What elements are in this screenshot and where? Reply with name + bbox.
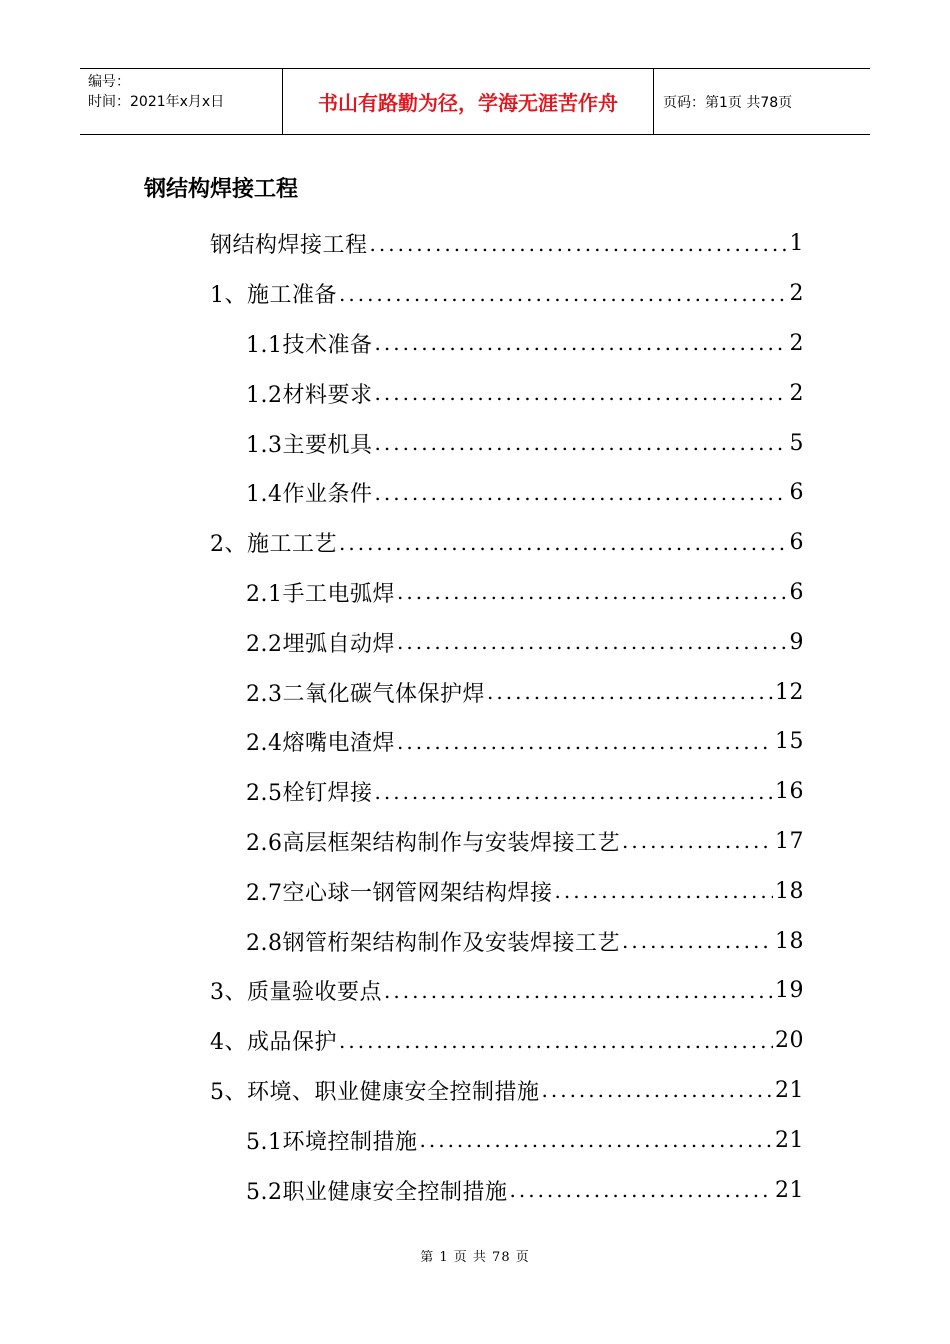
toc-leader-dots	[375, 481, 788, 505]
toc-leader-dots	[339, 282, 788, 306]
toc-leader-dots	[384, 979, 773, 1003]
toc-entry[interactable]	[0, 518, 950, 568]
toc-leader-dots	[622, 929, 773, 953]
toc-entry[interactable]	[0, 817, 950, 867]
toc-entry-label: 1.1技术准备	[246, 332, 373, 358]
toc-entry[interactable]	[0, 219, 950, 269]
toc-leader-dots	[397, 630, 788, 654]
toc-entry[interactable]	[0, 767, 950, 817]
toc-entry-label: 2.4熔嘴电渣焊	[246, 731, 395, 757]
toc-entry-label: 4、成品保护	[210, 1030, 337, 1056]
toc-entry-page: 16	[775, 779, 804, 805]
toc-entry-page: 20	[775, 1028, 804, 1054]
toc-leader-dots	[622, 829, 773, 853]
page-footer: 第 1 页 共 78 页	[420, 1250, 530, 1265]
toc-entry-page: 19	[775, 978, 804, 1004]
toc-leader-dots	[420, 1128, 774, 1152]
toc-entry[interactable]	[0, 418, 950, 468]
toc-entry-label: 1.4作业条件	[246, 482, 373, 508]
toc-entry[interactable]	[0, 966, 950, 1016]
toc-entry-page: 6	[789, 579, 804, 605]
page-header	[80, 68, 870, 135]
toc-entry[interactable]	[0, 617, 950, 667]
toc-entry-page: 21	[775, 1177, 804, 1203]
toc-entry-label: 2.5栓钉焊接	[246, 781, 373, 807]
toc-entry-page: 15	[775, 729, 804, 755]
time-label: 时间：2021年x月x日	[88, 94, 225, 110]
toc-entry-page: 18	[775, 878, 804, 904]
toc-leader-dots	[510, 1178, 774, 1202]
toc-entry-label: 2.8钢管桁架结构制作及安装焊接工艺	[246, 930, 620, 956]
toc-entry[interactable]	[0, 1066, 950, 1116]
toc-entry[interactable]	[0, 916, 950, 966]
toc-entry-page: 1	[789, 231, 804, 257]
toc-entry-page: 18	[775, 928, 804, 954]
toc-entry-page: 2	[789, 281, 804, 307]
toc-entry[interactable]	[0, 319, 950, 369]
toc-entry[interactable]	[0, 568, 950, 618]
toc-entry-label: 5.1环境控制措施	[246, 1129, 418, 1155]
toc-entry-label: 1、施工准备	[210, 283, 337, 309]
toc-entry-label: 1.3主要机具	[246, 432, 373, 458]
toc-entry-label: 2、施工工艺	[210, 532, 337, 558]
toc-entry[interactable]	[0, 1115, 950, 1165]
toc-entry-page: 2	[789, 330, 804, 356]
toc-entry[interactable]	[0, 269, 950, 319]
toc-entry[interactable]	[0, 1165, 950, 1215]
toc-entry-label: 2.6高层框架结构制作与安装焊接工艺	[246, 830, 620, 856]
toc-entry[interactable]	[0, 368, 950, 418]
toc-leader-dots	[555, 879, 774, 903]
toc-leader-dots	[542, 1078, 774, 1102]
header-page-info: 页码：第1页 共78页	[663, 94, 793, 111]
toc-entry-page: 2	[789, 380, 804, 406]
toc-entry-page: 6	[789, 530, 804, 556]
toc-entry-label: 2.2埋弧自动焊	[246, 631, 395, 657]
toc-leader-dots	[339, 1029, 773, 1053]
toc-entry-label: 3、质量验收要点	[210, 980, 382, 1006]
toc-entry-page: 9	[789, 629, 804, 655]
toc-entry-label: 1.2材料要求	[246, 382, 373, 408]
toc-entry[interactable]	[0, 866, 950, 916]
document-title: 钢结构焊接工程	[144, 177, 299, 202]
toc-entry-page: 6	[789, 480, 804, 506]
toc-entry-label: 2.3二氧化碳气体保护焊	[246, 681, 485, 707]
toc-leader-dots	[375, 381, 788, 405]
toc-entry-page: 21	[775, 1127, 804, 1153]
toc-entry[interactable]	[0, 468, 950, 518]
toc-leader-dots	[339, 531, 788, 555]
toc-entry-page: 17	[775, 828, 804, 854]
toc-leader-dots	[375, 331, 788, 355]
toc-leader-dots	[397, 730, 773, 754]
toc-entry-label: 5.2职业健康安全控制措施	[246, 1179, 508, 1205]
toc-entry-label: 钢结构焊接工程	[210, 233, 368, 259]
toc-entry-page: 21	[775, 1077, 804, 1103]
header-meta	[80, 69, 282, 134]
toc-entry[interactable]	[0, 717, 950, 767]
toc-leader-dots	[375, 780, 774, 804]
header-motto: 书山有路勤为径，学海无涯苦作舟	[282, 69, 654, 134]
toc-entry[interactable]	[0, 1016, 950, 1066]
toc-leader-dots	[375, 431, 788, 455]
table-of-contents	[0, 219, 950, 1215]
toc-entry-page: 12	[775, 679, 804, 705]
toc-entry-label: 2.1手工电弧焊	[246, 581, 395, 607]
toc-leader-dots	[397, 580, 788, 604]
toc-entry-label: 2.7空心球一钢管网架结构焊接	[246, 880, 553, 906]
toc-leader-dots	[370, 232, 788, 256]
number-label: 编号：	[88, 74, 130, 90]
toc-leader-dots	[487, 680, 773, 704]
toc-entry[interactable]	[0, 667, 950, 717]
toc-entry-page: 5	[789, 430, 804, 456]
toc-entry-label: 5、环境、职业健康安全控制措施	[210, 1079, 540, 1105]
